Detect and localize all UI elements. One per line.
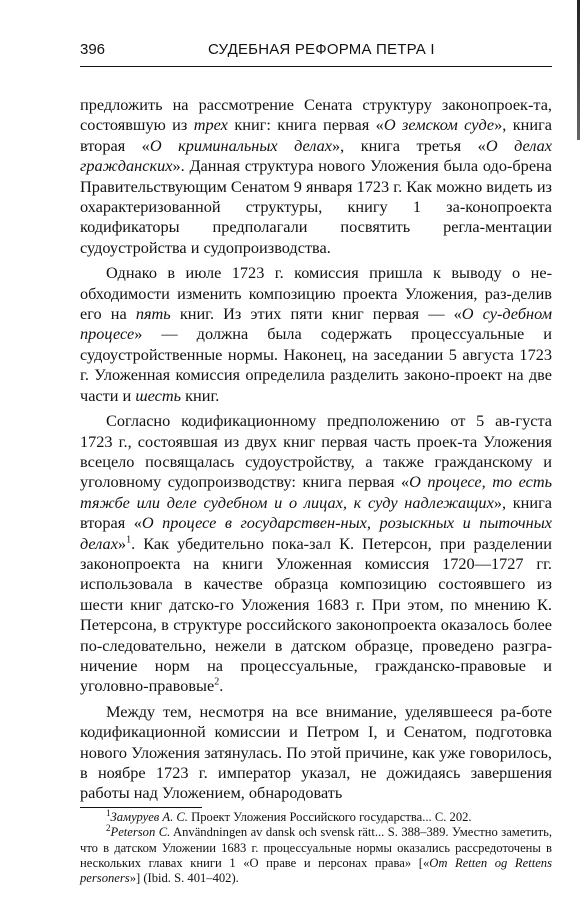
- paragraph-3: Согласно кодификационному предположению от 5 ав-густа 1723 г., состоявшая из двух книг первая часть проек-та Уложения всецело посвящалась судоустройству, а также гражданскому и уголовному судопроизводству: книга первая «О процесе, то есть тяжбе или деле судебном и о лицах, к суду надлежащих», книга вторая «О процесе в государствен-ных, розыскных и пыточных делах»$^1$. Как убедительно пока-зал К. Петерсон, при разделении законопроекта на книги Уложенная комиссия 1720—1727 гг. использовала в качестве образца композицию состоявшего из шести книг датско-го Уложения 1683 г. При этом, по мнению К. Петерсона, в структуре российского законопроекта оказалось более по-следовательно, нежели в датском образце, проведено разгра-ничение норм на процессуальные, гражданско-правовые и уголовно-правовые$^2$.: [80, 411, 553, 696]
- book-page: [80, 40, 552, 887]
- paragraph-4: Между тем, несмотря на все внимание, уделявшееся ра-боте кодификационной комиссии и Петром I, и Сенатом, подготовка нового Уложения затянулась. По этой причине, как уже говорилось, в ноябре 1723 г. император указал, не дожидаясь завершения работы над Уложением, обнародовать: [80, 701, 552, 803]
- page-header: [80, 40, 552, 67]
- footnote-ref-2: 2: [214, 676, 220, 688]
- paragraph-2: Однако в июле 1723 г. комиссия пришла к выводу о не-обходимости изменить композицию проекта Уложения, раз-делив его на пять книг. Из этих пяти книг первая — «О су-дебном процесе» — должна была содержать процессуальные и судоустройственные нормы. Наконец, на заседании 5 августа 1723 г. Уложенная комиссия определила разделить законо-проект на две части и шесть книг.: [80, 263, 552, 405]
- paragraph-1: предложить на рассмотрение Сената структуру законопроек-та, состоявшую из трех книг: книга первая «О земском суде», книга вторая «О криминальных делах», книга третья «О делах гражданских». Данная структура нового Уложения была одо-брена Правительствующим Сенатом 9 января 1723 г. Как можно видеть из охарактеризованной структуры, книгу 1 за-конопроекта кодификаторы предполагали посвятить регла-ментации судоустройства и судопроизводства.: [80, 95, 552, 257]
- running-title: СУДЕБНАЯ РЕФОРМА ПЕТРА I: [208, 41, 435, 58]
- footnote-divider: [80, 807, 202, 808]
- footnote-1: $^1$Замуруев А. С. Проект Уложения Российского государства... С. 202.: [106, 807, 472, 824]
- footnote-ref-1: 1: [126, 534, 132, 546]
- footnote-2: $^2$Peterson C. Användningen av dansk och svensk rätt... S. 388–389. Уместно заметить, что в датском Уложении 1683 г. процессуальные нормы оказались рассредоточены в нескольких главах книги 1 «О праве и персонах права» [«Om Retten og Rettens personers»] (Ibid. S. 401–402).: [80, 823, 553, 886]
- page-edge-shadow: [577, 0, 580, 140]
- main-text: [80, 95, 552, 804]
- page-number: 396: [80, 41, 106, 58]
- footnotes: [80, 807, 553, 887]
